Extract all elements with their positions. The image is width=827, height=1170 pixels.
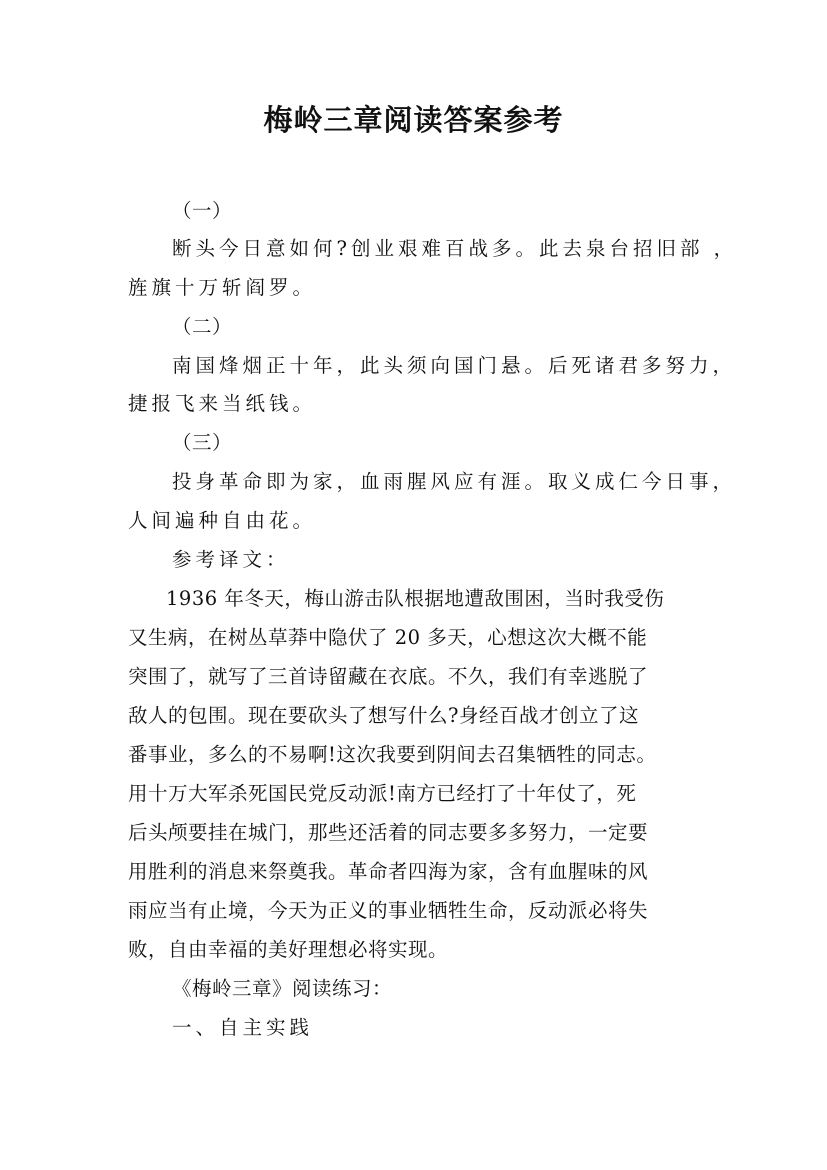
poem-two-line-1: 南国烽烟正十年，此头须向国门悬。后死诸君多努力， bbox=[172, 354, 737, 377]
translation-line-3: 突围了，就写了三首诗留藏在衣底。不久，我们有幸逃脱了 bbox=[128, 665, 649, 688]
translation-line-9: 雨应当有止境，今天为正义的事业牺牲生命，反动派必将失 bbox=[128, 899, 649, 922]
translation-line-4: 敌人的包围。现在要砍头了想写什么?身经百战才创立了这 bbox=[128, 704, 639, 727]
poem-three-line-2: 人间遍种自由花。 bbox=[128, 509, 317, 532]
translation-heading: 参考译文： bbox=[172, 548, 290, 571]
page-title: 梅岭三章阅读答案参考 bbox=[263, 103, 564, 137]
translation-line-7: 后头颅要挂在城门，那些还活着的同志要多多努力，一定要 bbox=[128, 821, 649, 844]
translation-line-5: 番事业，多么的不易啊!这次我要到阴间去召集牺牲的同志。 bbox=[128, 743, 657, 766]
poem-one-line-2: 旌旗十万斩阎罗。 bbox=[128, 276, 317, 299]
exercise-heading: 《梅岭三章》阅读练习： bbox=[172, 977, 393, 1000]
translation-line-10: 败，自由幸福的美好理想必将实现。 bbox=[128, 938, 449, 961]
translation-line-2: 又生病，在树丛草莽中隐伏了 20 多天，心想这次大概不能 bbox=[128, 626, 648, 649]
translation-line-6: 用十万大军杀死国民党反动派!南方已经打了十年仗了，死 bbox=[128, 782, 637, 805]
poem-two-line-2: 捷报飞来当纸钱。 bbox=[128, 392, 317, 415]
translation-line-8: 用胜利的消息来祭奠我。革命者四海为家，含有血腥味的风 bbox=[128, 860, 649, 883]
translation-line-1: 1936 年冬天，梅山游击队根据地遭敌围困，当时我受伤 bbox=[166, 587, 665, 610]
section-label-one: （一） bbox=[172, 199, 233, 222]
poem-one-line-1: 断头今日意如何?创业艰难百战多。此去泉台招旧部 ， bbox=[172, 237, 738, 260]
section-label-two: （二） bbox=[172, 315, 233, 338]
poem-three-line-1: 投身革命即为家，血雨腥风应有涯。取义成仁今日事， bbox=[172, 470, 737, 493]
exercise-item-1: 一、自主实践 bbox=[172, 1016, 314, 1039]
section-label-three: （三） bbox=[172, 431, 233, 454]
